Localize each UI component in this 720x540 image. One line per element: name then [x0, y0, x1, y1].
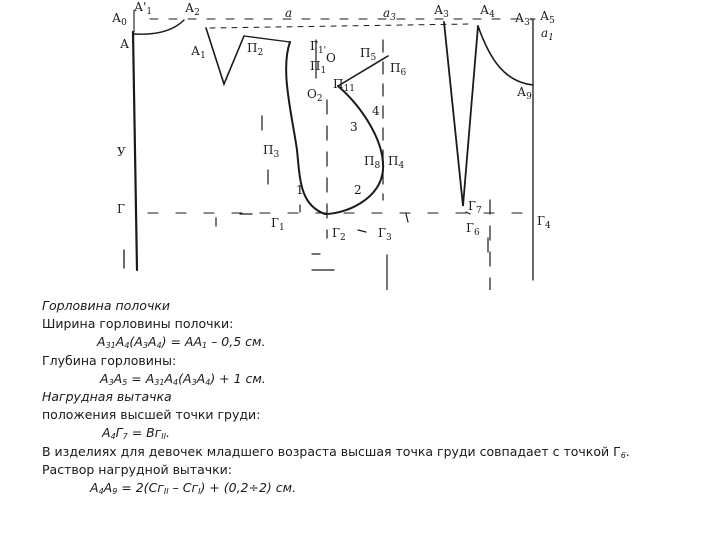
- svg-text:Г1': $Г_{1'}$: [310, 39, 327, 56]
- armhole-back: [338, 56, 388, 86]
- svg-text:а1: $а_1$: [541, 26, 554, 43]
- heading-chest-dart: Нагрудная вытачка: [42, 389, 172, 405]
- neck-width-label: Ширина горловины полочки:: [42, 316, 234, 332]
- svg-text:О2: $О_2$: [307, 87, 323, 104]
- dart-opening-label: Раствор нагрудной вытачки:: [42, 461, 233, 477]
- girls-note: В изделиях для девочек младшего возраста высшая точка груди совпадает с точкой $Г_6$.: [42, 443, 630, 460]
- svg-text:П5: $П_5$: [360, 46, 377, 63]
- svg-text:Г6: $Г_6$: [466, 221, 480, 238]
- front-center-line: [133, 32, 137, 270]
- label-A: А: [120, 37, 130, 51]
- chest-dart: [444, 22, 478, 206]
- label-1: 1: [296, 183, 304, 197]
- formula-neck-depth: $А_3А_5 = А_{31}А_4(А_3А_4) + 1$ см.: [100, 370, 266, 387]
- formula-neck-width: $А_{31}А_4(А_3А_4) = АА_1 - 0,5$ см.: [97, 334, 266, 351]
- label-O: О: [326, 51, 336, 65]
- shoulder-dashed-line: [210, 24, 470, 28]
- svg-text:П2: $П_2$: [247, 41, 264, 58]
- svg-text:П6: $П_6$: [390, 61, 407, 78]
- front-neckline: [134, 20, 184, 34]
- svg-text:П4: $П_4$: [388, 154, 405, 171]
- svg-text:Г1: $Г_1$: [271, 216, 285, 233]
- formula-dart-opening: $А_4А_9 = 2(Сг_{II} - Сг_I) + (0,2\div 2)$ см.: [90, 480, 297, 497]
- svg-text:А9: $А_9$: [517, 85, 532, 102]
- svg-text:А4: $А_4$: [480, 3, 495, 20]
- shoulder-dart: [206, 28, 244, 84]
- svg-text:А1: $А_1$: [191, 44, 206, 61]
- label-4: 4: [372, 104, 380, 118]
- dart-position-label: положения высшей точки груди:: [42, 407, 261, 423]
- label-Y: У: [117, 145, 126, 159]
- side-curve: [478, 26, 533, 85]
- tick-marks: [216, 116, 488, 254]
- svg-text:А5: $А_5$: [540, 9, 555, 26]
- svg-text:А0: $А_0$: [112, 11, 127, 28]
- label-3: 3: [350, 120, 358, 134]
- label-G: Г: [117, 202, 125, 216]
- label-a: а: [285, 6, 293, 20]
- svg-text:П1: $П_1$: [310, 59, 327, 76]
- svg-text:Г4: $Г_4$: [537, 214, 551, 231]
- svg-text:П11: $П_{11}$: [333, 77, 355, 94]
- heading-neckline: Горловина полочки: [42, 298, 170, 313]
- svg-text:П8: $П_8$: [364, 154, 381, 171]
- svg-text:Г2: $Г_2$: [332, 226, 346, 243]
- instructions-text: [42, 297, 702, 497]
- svg-text:А3: $А_3$: [434, 3, 449, 20]
- label-2: 2: [354, 183, 362, 197]
- svg-text:Г3: $Г_3$: [378, 226, 392, 243]
- svg-text:А3': $А_{3'}$: [515, 11, 533, 28]
- svg-text:а3: $а_3$: [383, 6, 396, 23]
- neck-depth-label: Глубина горловины:: [42, 352, 177, 368]
- svg-text:А'1: $А'_1$: [134, 0, 153, 17]
- svg-text:А2: $А_2$: [185, 1, 200, 18]
- formula-dart-position: $А_4Г_7 = Вг_{II}$.: [102, 425, 170, 442]
- svg-text:П3: $П_3$: [263, 143, 280, 160]
- svg-text:Г7: $Г_7$: [468, 199, 482, 216]
